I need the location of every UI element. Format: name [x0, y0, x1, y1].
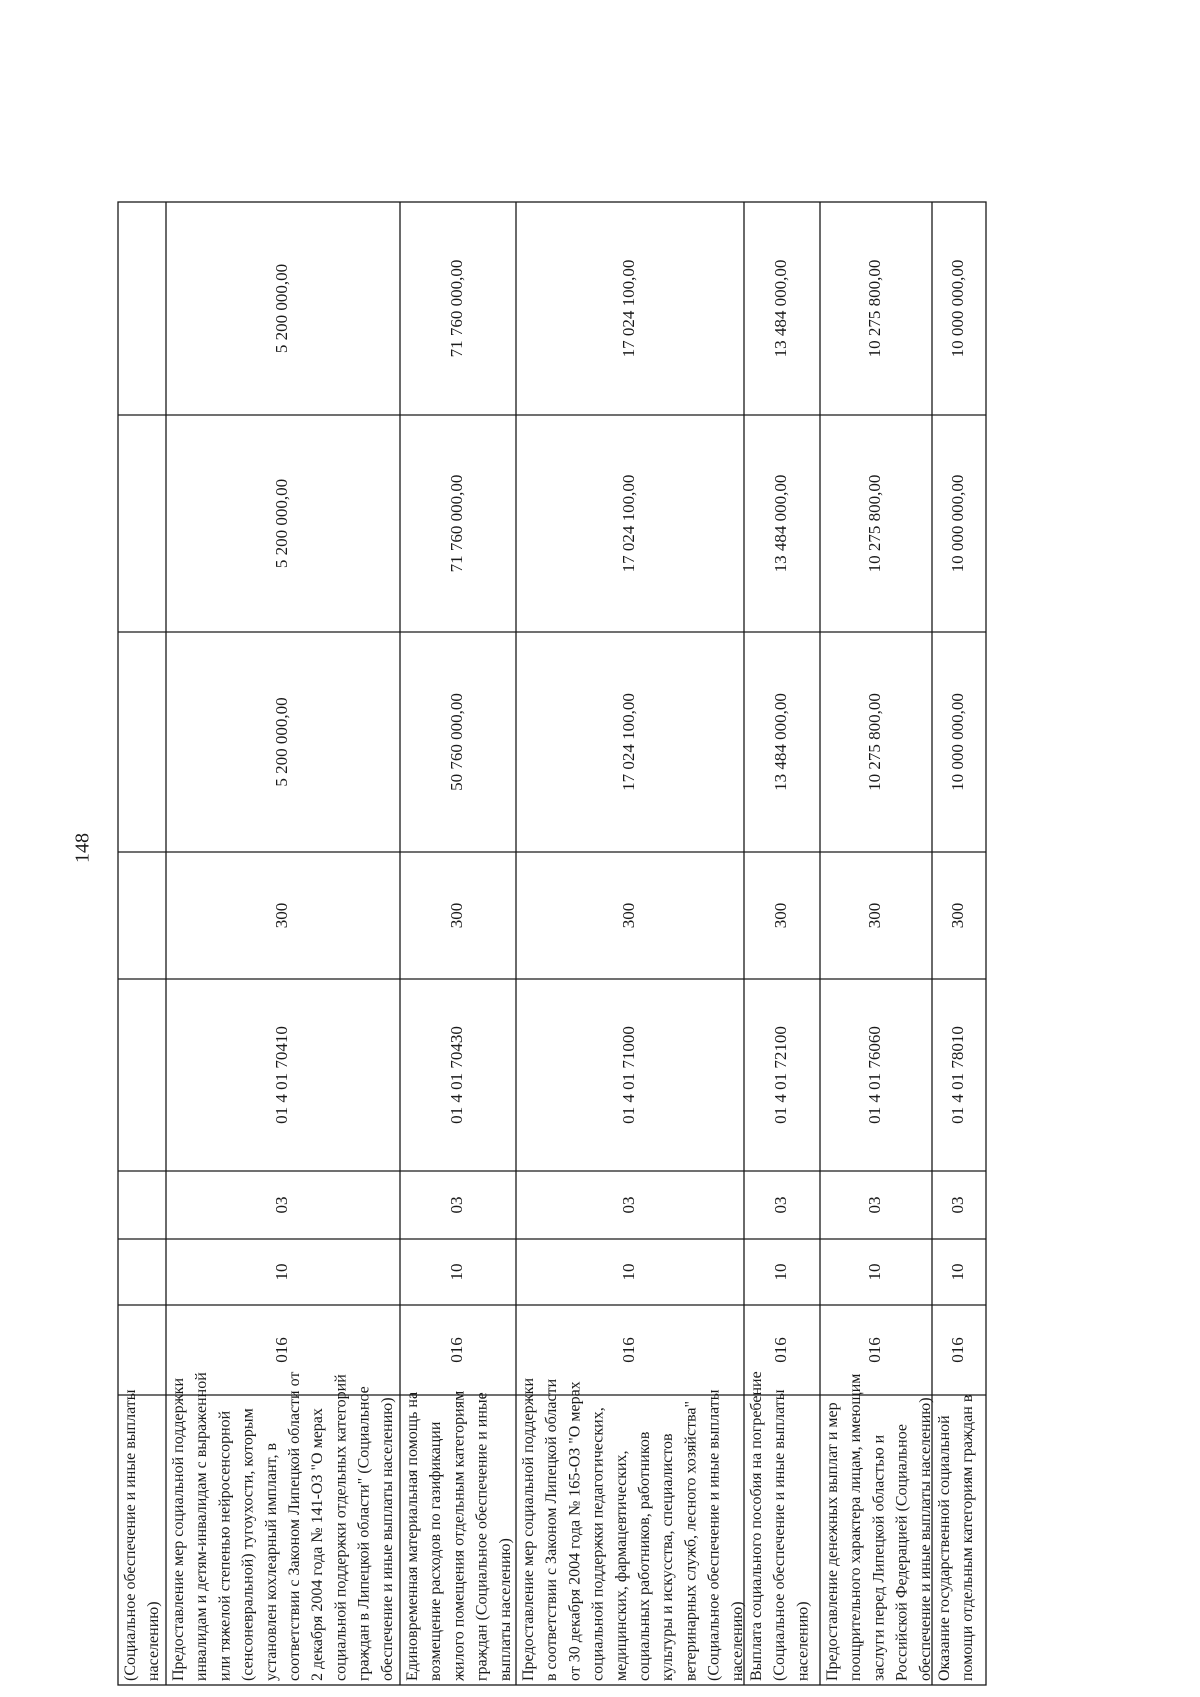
grbs-code: 016	[618, 1337, 638, 1363]
row-description-line: граждан в Липецкой области" (Социальное	[355, 1386, 373, 1681]
amount-year-1: 10 000 000,00	[947, 693, 967, 791]
row-description-line: (Социальное обеспечение и иные выплаты	[705, 1389, 723, 1681]
row-description-line: культуры и искусства, специалистов	[659, 1433, 677, 1681]
row-description-line: Предоставление мер социальной поддержки	[170, 1377, 187, 1681]
amount-year-1: 10 275 800,00	[864, 693, 884, 791]
amount-year-1: 13 484 000,00	[770, 693, 790, 791]
row-description-line: в соответствии с Законом Липецкой области	[543, 1378, 561, 1681]
amount-year-1: 5 200 000,00	[271, 697, 291, 787]
amount-year-2: 10 275 800,00	[864, 474, 884, 573]
expense-type: 300	[864, 902, 884, 929]
grbs-code: 016	[770, 1337, 790, 1363]
amount-year-3: 10 000 000,00	[947, 259, 967, 358]
section-code: 10	[618, 1263, 638, 1281]
section-code: 10	[947, 1263, 967, 1281]
row-description-line: установлен кохлеарный имплант, в	[262, 1442, 280, 1681]
target-article: 01 4 01 78010	[947, 1026, 967, 1124]
row-description-line: помощи отдельным категориям граждан в	[959, 1394, 977, 1681]
amount-year-3: 13 484 000,00	[770, 259, 790, 358]
row-description-line: заслуги перед Липецкой областью и	[870, 1434, 888, 1681]
expense-type: 300	[271, 902, 291, 929]
subsection-code: 03	[947, 1196, 967, 1214]
row-description-line: (Социальное обеспечение и иные выплаты	[122, 1389, 139, 1681]
row-description-line: жилого помещения отдельным категориям	[450, 1390, 468, 1681]
expense-type: 300	[947, 902, 967, 929]
target-article: 01 4 01 70410	[271, 1026, 291, 1124]
amount-year-2: 10 000 000,00	[947, 474, 967, 573]
amount-year-1: 17 024 100,00	[618, 693, 638, 791]
expense-type: 300	[770, 902, 790, 929]
section-code: 10	[446, 1263, 466, 1281]
row-description-line: Оказание государственной социальной	[936, 1415, 953, 1681]
row-description-line: (сенсоневральной) тугоухости, которым	[239, 1408, 257, 1681]
row-description-line: инвалидам и детям-инвалидам с выраженной	[193, 1372, 211, 1681]
amount-year-3: 71 760 000,00	[446, 259, 466, 358]
row-description-line: ветеринарных служб, лесного хозяйства"	[682, 1400, 700, 1681]
section-code: 10	[864, 1263, 884, 1281]
amount-year-3: 5 200 000,00	[271, 263, 291, 354]
row-description-line: 2 декабря 2004 года № 141-ОЗ "О мерах	[309, 1408, 327, 1681]
target-article: 01 4 01 71000	[618, 1026, 638, 1124]
subsection-code: 03	[446, 1196, 466, 1214]
row-description-line: Российской Федерацией (Социальное	[893, 1423, 911, 1681]
amount-year-1: 50 760 000,00	[446, 693, 466, 791]
section-code: 10	[770, 1263, 790, 1281]
row-description-line: граждан (Социальное обеспечение и иные	[473, 1392, 491, 1681]
row-description-line: поощрительного характера лицам, имеющим	[847, 1373, 865, 1681]
subsection-code: 03	[618, 1196, 638, 1214]
grbs-code: 016	[864, 1337, 884, 1363]
row-description-line: от 30 декабря 2004 года № 165-ОЗ "О мерах	[566, 1381, 584, 1681]
subsection-code: 03	[770, 1196, 790, 1214]
page-number: 148	[71, 833, 94, 863]
row-description-line: обеспечение и иные выплаты населению)	[378, 1397, 396, 1681]
row-description-line: возмещение расходов по газификации	[427, 1421, 445, 1681]
target-article: 01 4 01 76060	[864, 1026, 884, 1124]
row-description-line: социальных работников, работников	[636, 1431, 653, 1681]
amount-year-2: 71 760 000,00	[446, 474, 466, 573]
target-article: 01 4 01 70430	[446, 1026, 466, 1124]
subsection-code: 03	[271, 1196, 291, 1214]
row-description-line: медицинских, фармацевтических,	[612, 1450, 630, 1681]
expense-type: 300	[446, 902, 466, 929]
row-description-line: населению)	[145, 1601, 163, 1681]
row-description-line: населению)	[794, 1601, 812, 1681]
row-description-line: или тяжелой степенью нейросенсорной	[216, 1410, 234, 1681]
row-description-line: обеспечение и иные выплаты населению)	[916, 1397, 934, 1681]
row-description-line: населению)	[728, 1601, 746, 1681]
target-article: 01 4 01 72100	[770, 1026, 790, 1124]
amount-year-3: 10 275 800,00	[864, 259, 884, 358]
grbs-code: 016	[446, 1337, 466, 1363]
row-description-line: (Социальное обеспечение и иные выплаты	[771, 1389, 789, 1681]
row-description-line: Единовременная материальная помощь на	[404, 1391, 421, 1681]
row-description-line: социальной поддержки педагогических,	[589, 1407, 607, 1681]
expense-type: 300	[618, 902, 638, 929]
row-description-line: выплаты населению)	[496, 1538, 514, 1681]
section-code: 10	[271, 1263, 291, 1281]
grbs-code: 016	[947, 1337, 967, 1363]
amount-year-3: 17 024 100,00	[618, 259, 638, 358]
row-description-line: Выплата социального пособия на погребение	[748, 1371, 765, 1681]
amount-year-2: 13 484 000,00	[770, 474, 790, 573]
amount-year-2: 5 200 000,00	[271, 478, 291, 569]
row-description-line: соответствии с Законом Липецкой области от	[286, 1371, 303, 1681]
row-description-line: Предоставление денежных выплат и мер	[824, 1402, 841, 1681]
subsection-code: 03	[864, 1196, 884, 1214]
row-description-line: социальной поддержки отдельных категорий	[332, 1374, 350, 1681]
grbs-code: 016	[271, 1337, 291, 1363]
row-description-line: Предоставление мер социальной поддержки	[520, 1377, 537, 1681]
amount-year-2: 17 024 100,00	[618, 474, 638, 573]
